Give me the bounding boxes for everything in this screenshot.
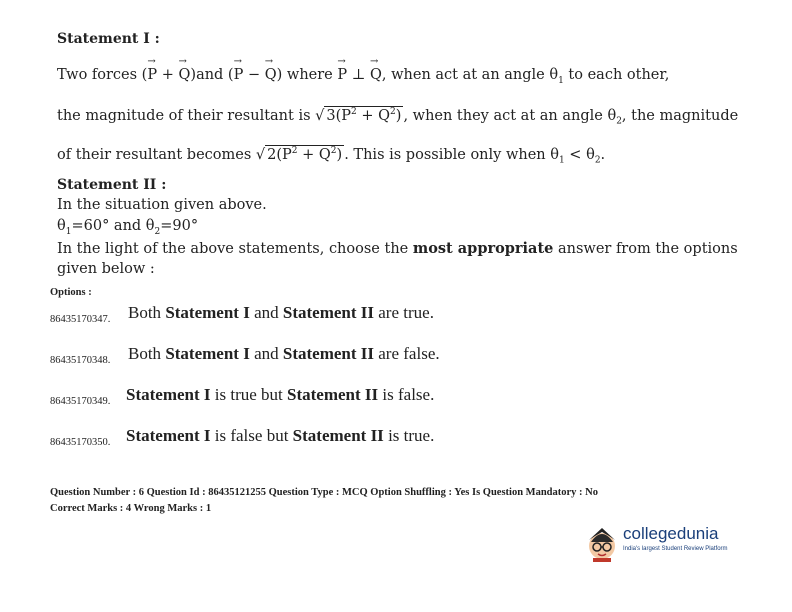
option-number: 86435170347.	[50, 314, 111, 325]
options-label: Options :	[50, 287, 92, 298]
collegedunia-logo[interactable]	[583, 520, 743, 570]
option-number: 86435170350.	[50, 437, 111, 448]
statement-1-heading: Statement I :	[57, 31, 160, 47]
statement-1-line-2: the magnitude of their resultant is √ $3(P^2 + Q^2)$ , when they act at an angle $\theta_2$, the magnitude	[57, 107, 739, 127]
option-text: Both Statement I and Statement II are true.	[128, 303, 434, 322]
statement-1-line-1: Two forces (→ P + → Q)and (→ P − → Q) where → P ⊥ → Q, when act at an angle $\theta_1$ to each other,	[57, 67, 669, 86]
question-meta-line-2: Correct Marks : 4 Wrong Marks : 1	[50, 503, 212, 514]
option-text: Statement I is true but Statement II is false.	[126, 385, 435, 404]
logo-name: collegedunia	[623, 524, 719, 543]
option-text: Statement I is false but Statement II is true.	[126, 426, 435, 445]
option-number: 86435170348.	[50, 355, 111, 366]
student-mascot-icon	[583, 522, 621, 562]
option-number: 86435170349.	[50, 396, 111, 407]
statement-2-line-2: $\theta_1=60^\circ$ and $\theta_2=90^\circ$	[57, 218, 199, 237]
logo-tagline: India's largest Student Review Platform	[623, 546, 728, 552]
statement-2-line-3: In the light of the above statements, choose the most appropriate answer from the options	[57, 240, 738, 257]
statement-1-line-3: of their resultant becomes √ $2(P^2 + Q^2)$ . This is possible only when $\theta_1 < \theta_2$.	[57, 146, 606, 166]
statement-2-heading: Statement II :	[57, 177, 167, 193]
statement-2-line-4: given below :	[57, 261, 155, 277]
option-text: Both Statement I and Statement II are false.	[128, 344, 440, 363]
statement-2-line-1: In the situation given above.	[57, 197, 267, 213]
question-meta-line-1: Question Number : 6 Question Id : 86435121255 Question Type : MCQ Option Shuffling : Yes Is Question Mandatory : No	[50, 487, 598, 498]
